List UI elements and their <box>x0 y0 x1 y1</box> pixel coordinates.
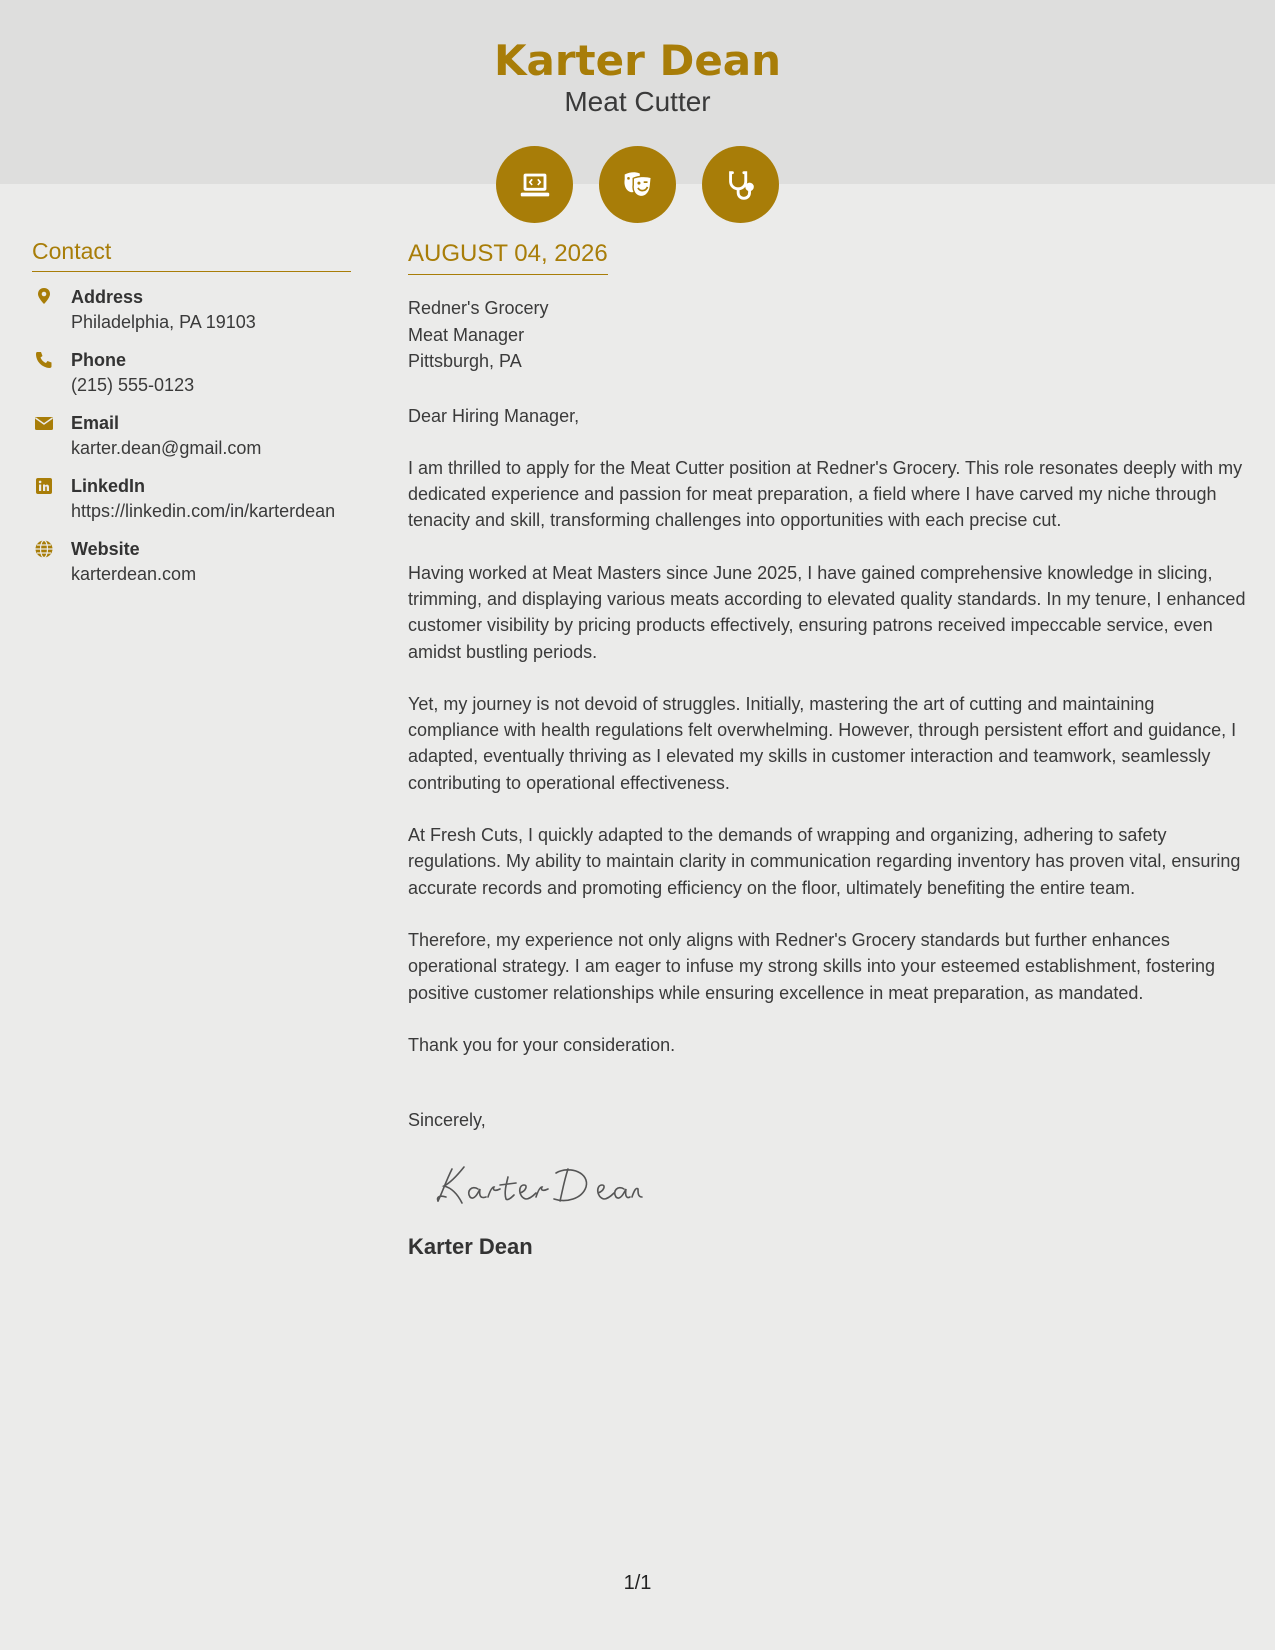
contact-email <box>32 411 351 461</box>
map-pin-icon <box>34 287 54 307</box>
paragraph-4: At Fresh Cuts, I quickly adapted to the demands of wrapping and organizing, adhering to safety regulations. My ability to maintain clarity in communication regarding inventory has proven vital, ensuring accurate records and promoting efficiency on the floor, ultimately benefiting the entire team. <box>408 825 1241 898</box>
letter-date: AUGUST 04, 2026 <box>408 240 608 275</box>
stethoscope-icon <box>702 146 779 223</box>
linkedin-value: https://linkedin.com/in/karterdean <box>71 501 336 521</box>
email-value: karter.dean@gmail.com <box>71 438 262 458</box>
greeting: Dear Hiring Manager, <box>408 405 580 426</box>
paragraph-6: Thank you for your consideration. <box>408 1034 676 1055</box>
address-value: Philadelphia, PA 19103 <box>71 312 256 332</box>
phone-value: (215) 555-0123 <box>71 375 195 395</box>
closing: Sincerely, <box>408 1110 486 1131</box>
letter-body <box>408 240 1248 1260</box>
phone-icon <box>34 350 54 370</box>
contact-address <box>32 285 351 335</box>
page-number: 1/1 <box>623 1572 652 1594</box>
website-label: Website <box>71 539 140 559</box>
recipient-location: Pittsburgh, PA <box>408 351 522 371</box>
envelope-icon <box>34 413 54 433</box>
contact-website <box>32 537 351 587</box>
paragraph-1: I am thrilled to apply for the Meat Cutter position at Redner's Grocery. This role resonates deeply with my dedicated experience and passion for meat preparation, a field where I have carved my niche through tenacity and skill, transforming challenges into opportunities with each precise cut. <box>408 457 1243 531</box>
theater-masks-icon <box>599 146 676 223</box>
contact-phone <box>32 348 351 398</box>
paragraph-2: Having worked at Meat Masters since June 2025, I have gained comprehensive knowledge in slicing, trimming, and displaying various meats according to elevated quality standards. In my tenure, I enhanced customer visibility by pricing products effectively, ensuring patrons received impeccable service, even amidst bustling periods. <box>408 562 1246 662</box>
laptop-code-icon <box>496 146 573 223</box>
linkedin-icon <box>34 476 54 496</box>
contact-linkedin <box>32 474 351 524</box>
recipient-block <box>408 295 1248 375</box>
website-value: karterdean.com <box>71 564 197 584</box>
address-label: Address <box>71 287 144 307</box>
globe-icon <box>34 539 54 559</box>
email-label: Email <box>71 413 120 433</box>
contact-heading: Contact <box>32 238 351 272</box>
job-title: Meat Cutter <box>564 86 711 117</box>
phone-label: Phone <box>71 350 127 370</box>
recipient-company: Redner's Grocery <box>408 298 549 318</box>
linkedin-label: LinkedIn <box>71 476 146 496</box>
recipient-role: Meat Manager <box>408 324 525 345</box>
applicant-name: Karter Dean <box>493 36 782 85</box>
signed-name: Karter Dean <box>408 1234 533 1260</box>
paragraph-3: Yet, my journey is not devoid of struggles. Initially, mastering the art of cutting and maintaining compliance with health regulations felt overwhelming. However, through persistent effort and guidance, I adapted, eventually thriving as I elevated my skills in customer interaction and teamwork, seamlessly contributing to operational effectiveness. <box>408 693 1237 793</box>
contact-sidebar <box>32 238 351 587</box>
paragraph-5: Therefore, my experience not only aligns with Redner's Grocery standards but further enhances operational strategy. I am eager to infuse my strong skills into your esteemed establishment, fostering positive customer relationships while ensuring excellence in meat preparation, as mandated. <box>408 929 1216 1003</box>
handwritten-signature <box>434 1159 644 1209</box>
